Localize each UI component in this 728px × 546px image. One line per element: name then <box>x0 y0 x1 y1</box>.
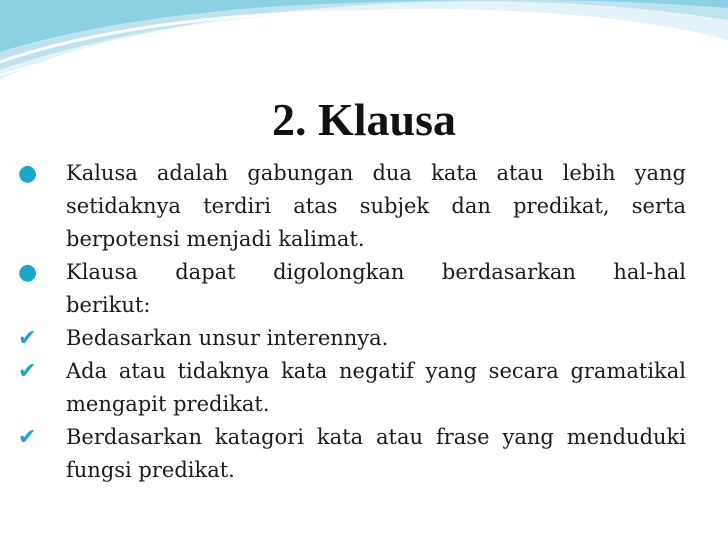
bullet-line: berikut: <box>66 293 151 317</box>
round-bullet-icon: ● <box>18 260 38 285</box>
bullet-line: Kalusa adalah gabungan dua kata atau lebih yang <box>66 161 686 185</box>
bullet-line: Berdasarkan katagori kata atau frase yang menduduki <box>66 425 686 449</box>
bullet-item-2 <box>18 256 686 322</box>
bullet-list <box>18 157 686 487</box>
bullet-line: Ada atau tidaknya kata negatif yang secara gramatikal <box>66 359 686 383</box>
bullet-item-1 <box>18 157 686 256</box>
round-bullet-icon: ● <box>18 161 38 186</box>
bullet-line: setidaknya terdiri atas subjek dan predikat, serta <box>66 194 686 218</box>
check-item-2 <box>18 355 686 421</box>
checkmark-icon: ✔ <box>18 425 37 450</box>
bullet-line: mengapit predikat. <box>66 392 270 416</box>
check-item-3 <box>18 421 686 487</box>
check-item-1 <box>18 322 686 355</box>
slide-title: 2. Klausa <box>271 94 457 145</box>
bullet-line: fungsi predikat. <box>66 458 235 482</box>
checkmark-icon: ✔ <box>18 359 37 384</box>
bullet-line: Bedasarkan unsur interennya. <box>66 326 389 350</box>
header-wave-banner <box>0 0 728 90</box>
checkmark-icon: ✔ <box>18 326 37 351</box>
bullet-line: berpotensi menjadi kalimat. <box>66 227 365 251</box>
bullet-line: Klausa dapat digolongkan berdasarkan hal-hal <box>66 260 686 284</box>
